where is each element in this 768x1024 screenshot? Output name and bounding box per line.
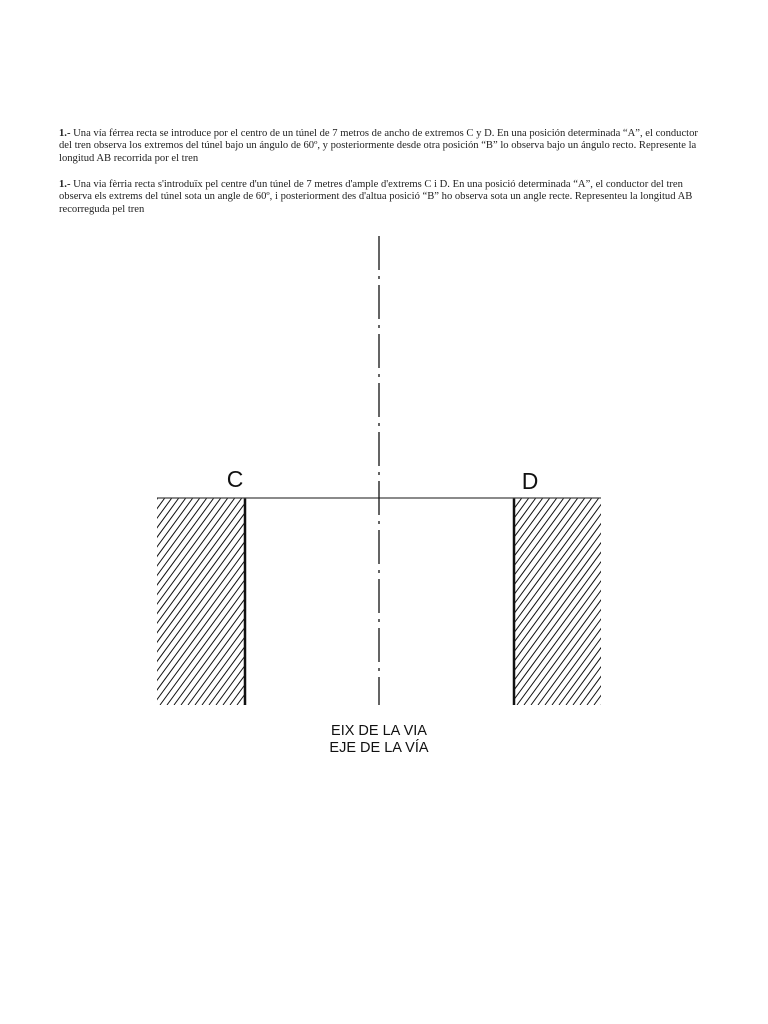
problem-number: 1.-	[59, 128, 71, 139]
right-wall-hatching	[307, 498, 768, 705]
hatch-line	[0, 498, 151, 705]
right-wall	[307, 498, 768, 705]
hatch-line	[699, 498, 768, 705]
hatch-line	[0, 498, 116, 705]
hatch-line	[0, 498, 130, 705]
hatch-line	[720, 498, 768, 705]
hatch-line	[48, 498, 200, 705]
hatch-line	[643, 498, 768, 705]
hatch-line	[90, 498, 242, 705]
hatch-line	[538, 498, 690, 705]
hatch-line	[335, 498, 487, 705]
hatch-line	[321, 498, 473, 705]
hatch-line	[293, 498, 445, 705]
hatch-line	[496, 498, 648, 705]
hatch-line	[216, 498, 368, 705]
problem-text: Una via fèrria recta s'introduïx pel centre d'un túnel de 7 metres d'ample d'extrems C i D. En una posició determinada “A”, el conductor del tren observa els extrems del túnel sota un angle de 60º, i posteriorment des d'altua posició “B” ho observa sota un angle recte. Representeu la longitud AB recorreguda pel tren	[59, 179, 693, 215]
hatch-line	[657, 498, 768, 705]
hatch-line	[342, 498, 494, 705]
hatch-line	[482, 498, 634, 705]
hatch-line	[650, 498, 768, 705]
hatch-line	[181, 498, 333, 705]
hatch-line	[678, 498, 768, 705]
hatch-line	[398, 498, 550, 705]
hatch-line	[615, 498, 767, 705]
hatch-line	[237, 498, 389, 705]
hatch-line	[265, 498, 417, 705]
hatch-line	[104, 498, 256, 705]
hatch-line	[13, 498, 165, 705]
hatch-line	[286, 498, 438, 705]
hatch-line	[755, 498, 768, 705]
hatch-line	[461, 498, 613, 705]
hatch-line	[454, 498, 606, 705]
hatch-line	[27, 498, 179, 705]
hatch-line	[510, 498, 662, 705]
hatch-line	[685, 498, 768, 705]
hatch-line	[489, 498, 641, 705]
hatch-line	[97, 498, 249, 705]
hatch-line	[0, 498, 137, 705]
axis-label-es: EJE DE LA VÍA	[329, 740, 429, 756]
hatch-line	[230, 498, 382, 705]
hatch-line	[671, 498, 768, 705]
hatch-line	[83, 498, 235, 705]
hatch-line	[426, 498, 578, 705]
hatch-line	[524, 498, 676, 705]
problem-text: Una vía férrea recta se introduce por el centro de un túnel de 7 metros de ancho de extremos C y D. En una posición determinada “A”, el conductor del tren observa los extremos del túnel bajo un ángulo de 60º, y posteriormente desde otra posición “B” lo observa bajo un ángulo recto. Represente la longitud AB recorrida por el tren	[59, 128, 698, 164]
hatch-line	[188, 498, 340, 705]
hatch-line	[363, 498, 515, 705]
hatch-line	[111, 498, 263, 705]
hatch-line	[307, 498, 459, 705]
hatch-line	[139, 498, 291, 705]
hatch-line	[62, 498, 214, 705]
hatch-line	[608, 498, 760, 705]
hatch-line	[636, 498, 768, 705]
hatch-line	[300, 498, 452, 705]
point-label-c: C	[226, 466, 244, 492]
hatch-line	[468, 498, 620, 705]
hatch-line	[167, 498, 319, 705]
hatch-line	[349, 498, 501, 705]
hatch-line	[244, 498, 396, 705]
hatch-line	[517, 498, 669, 705]
hatch-line	[405, 498, 557, 705]
hatch-line	[328, 498, 480, 705]
hatch-line	[0, 498, 123, 705]
hatch-line	[412, 498, 564, 705]
hatch-line	[587, 498, 739, 705]
hatch-line	[363, 498, 515, 705]
hatch-line	[377, 498, 529, 705]
hatch-line	[125, 498, 277, 705]
hatch-line	[580, 498, 732, 705]
hatch-line	[0, 498, 109, 705]
left-wall	[0, 498, 599, 705]
hatch-line	[174, 498, 326, 705]
hatch-line	[34, 498, 186, 705]
problem-number: 1.-	[59, 179, 71, 190]
hatch-line	[566, 498, 718, 705]
hatch-line	[692, 498, 768, 705]
hatch-line	[272, 498, 424, 705]
hatch-line	[440, 498, 592, 705]
left-wall-hatching	[0, 498, 599, 705]
hatch-line	[391, 498, 543, 705]
hatch-line	[713, 498, 768, 705]
hatch-line	[370, 498, 522, 705]
hatch-line	[545, 498, 697, 705]
hatch-line	[279, 498, 431, 705]
hatch-line	[349, 498, 501, 705]
hatch-line	[734, 498, 768, 705]
hatch-line	[573, 498, 725, 705]
hatch-line	[748, 498, 768, 705]
hatch-line	[622, 498, 768, 705]
hatch-line	[601, 498, 753, 705]
point-label-d: D	[521, 468, 539, 494]
hatch-line	[132, 498, 284, 705]
hatch-line	[503, 498, 655, 705]
hatch-line	[447, 498, 599, 705]
hatch-line	[328, 498, 480, 705]
hatch-line	[0, 498, 144, 705]
hatch-line	[146, 498, 298, 705]
hatch-line	[314, 498, 466, 705]
hatch-line	[559, 498, 711, 705]
hatch-line	[370, 498, 522, 705]
hatch-line	[69, 498, 221, 705]
hatch-line	[0, 498, 102, 705]
hatch-line	[118, 498, 270, 705]
hatch-line	[335, 498, 487, 705]
hatch-line	[419, 498, 571, 705]
hatch-line	[741, 498, 768, 705]
hatch-line	[321, 498, 473, 705]
hatch-line	[377, 498, 529, 705]
hatch-line	[153, 498, 305, 705]
hatch-line	[531, 498, 683, 705]
hatch-line	[727, 498, 768, 705]
hatch-line	[160, 498, 312, 705]
hatch-line	[6, 498, 158, 705]
hatch-line	[41, 498, 193, 705]
hatch-line	[76, 498, 228, 705]
hatch-line	[552, 498, 704, 705]
hatch-line	[20, 498, 172, 705]
hatch-line	[762, 498, 768, 705]
hatch-line	[433, 498, 585, 705]
hatch-line	[202, 498, 354, 705]
hatch-line	[629, 498, 768, 705]
hatch-line	[594, 498, 746, 705]
hatch-line	[342, 498, 494, 705]
hatch-line	[706, 498, 768, 705]
hatch-line	[314, 498, 466, 705]
axis-label-ca: EIX DE LA VIA	[331, 723, 427, 739]
hatch-line	[307, 498, 459, 705]
hatch-line	[664, 498, 768, 705]
hatch-line	[258, 498, 410, 705]
hatch-line	[475, 498, 627, 705]
hatch-line	[209, 498, 361, 705]
hatch-line	[55, 498, 207, 705]
hatch-line	[195, 498, 347, 705]
hatch-line	[251, 498, 403, 705]
